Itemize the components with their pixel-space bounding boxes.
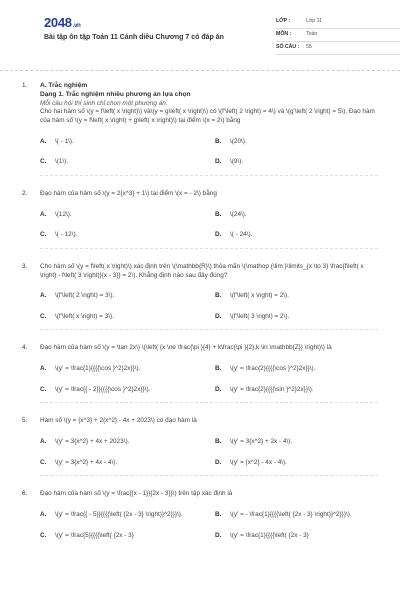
option-d[interactable] bbox=[215, 313, 378, 322]
option-c[interactable] bbox=[40, 532, 203, 541]
question-number: 5. bbox=[22, 417, 28, 425]
question-item bbox=[22, 190, 378, 249]
options-grid bbox=[40, 438, 378, 467]
section-title: A. Trắc nghiệm bbox=[40, 82, 88, 89]
option-label: A. bbox=[40, 292, 47, 300]
options-grid bbox=[40, 211, 378, 240]
logo-suffix: .vn bbox=[72, 23, 81, 29]
option-label: C. bbox=[40, 385, 47, 393]
option-label: D. bbox=[215, 385, 222, 393]
option-d[interactable] bbox=[215, 459, 378, 468]
option-label: D. bbox=[215, 231, 222, 239]
option-label: B. bbox=[215, 137, 222, 145]
option-label: A. bbox=[40, 510, 47, 518]
meta-key: SỐ CÂU : bbox=[276, 44, 300, 51]
question-stem: Cho hai hàm số \(y = f\left( x \right)\) và\(y = g\left( x \right)\) có \(f'\left( 2 \right) = 4\) và \(g'\left( 2 \right) = 5\). Đạo hàm của hàm số \(y = f\left( x \right) + g\left( x \right)\) tại điểm \(x = 2\) bằng bbox=[40, 108, 375, 125]
meta-row-class bbox=[276, 16, 400, 29]
option-text: \(y' = \frac{{ - 5}}{{{{\left( {2x - 3} \right)}^2}}}\). bbox=[55, 510, 183, 518]
option-c[interactable] bbox=[40, 313, 203, 322]
header-divider bbox=[0, 70, 400, 71]
option-b[interactable] bbox=[215, 138, 378, 147]
option-label: A. bbox=[40, 137, 47, 145]
question-item bbox=[22, 417, 378, 476]
option-label: A. bbox=[40, 210, 47, 218]
question-number: 4. bbox=[22, 344, 28, 352]
option-text: \(y' = \frac{5}{{{{\left( {2x - 3} bbox=[55, 531, 134, 539]
option-c[interactable] bbox=[40, 158, 203, 167]
question-separator bbox=[40, 329, 378, 330]
option-label: C. bbox=[40, 531, 47, 539]
options-grid bbox=[40, 138, 378, 167]
meta-value: Toán bbox=[306, 31, 318, 38]
question-item bbox=[22, 263, 378, 331]
option-label: B. bbox=[215, 510, 222, 518]
option-a[interactable] bbox=[40, 138, 203, 147]
option-text: \(1\). bbox=[55, 158, 69, 166]
option-label: D. bbox=[215, 158, 222, 166]
option-b[interactable] bbox=[215, 438, 378, 447]
option-text: \(24\). bbox=[230, 210, 247, 218]
site-logo[interactable] bbox=[44, 14, 81, 32]
option-label: B. bbox=[215, 438, 222, 446]
question-stem: Cho hàm số \(y = f\left( x \right)\) xác định trên \(\mathbb{R}\) thỏa mãn \(\mathop {\lim }\limits_{x \to 3} \frac{f\left( x \right) - f\left( 3 \right)}{x - 3}} = 2\). Khẳng định nào sau đây đúng? bbox=[40, 262, 364, 279]
option-text: \(y' = 3{x^2} + 4x + 2023\). bbox=[55, 438, 130, 446]
option-d[interactable] bbox=[215, 386, 378, 395]
question-stem: Đạo hàm của hàm số \(y = \frac{{x - 1}}{2x - 3}}\) trên tập xác định là bbox=[40, 490, 233, 498]
option-c[interactable] bbox=[40, 231, 203, 240]
meta-value: 55 bbox=[306, 44, 312, 51]
option-b[interactable] bbox=[215, 365, 378, 374]
option-text: \(12\). bbox=[55, 210, 72, 218]
section-subtitle: Dạng 1. Trắc nghiệm nhiều phương án lựa chọn bbox=[40, 90, 191, 98]
option-d[interactable] bbox=[215, 532, 378, 541]
option-a[interactable] bbox=[40, 292, 203, 301]
question-number: 3. bbox=[22, 262, 28, 270]
option-c[interactable] bbox=[40, 386, 203, 395]
option-text: \(y' = \frac{1}{{{{\cos }^2}2x}}\). bbox=[55, 365, 141, 373]
option-text: \(y' = - \frac{1}{{{{\left( {2x - 3} \right)}^2}}}\). bbox=[230, 510, 352, 518]
option-label: B. bbox=[215, 365, 222, 373]
question-item bbox=[22, 344, 378, 403]
option-label: D. bbox=[215, 312, 222, 320]
question-separator bbox=[40, 402, 378, 403]
option-text: \(9\). bbox=[230, 158, 244, 166]
question-number: 6. bbox=[22, 490, 28, 498]
meta-value: Lớp 11 bbox=[306, 18, 322, 25]
document-header bbox=[22, 0, 378, 68]
option-label: C. bbox=[40, 312, 47, 320]
option-text: \( - 12\). bbox=[55, 231, 78, 239]
instruction-text: Mỗi câu hỏi thí sinh chỉ chọn một phương án. bbox=[40, 99, 168, 107]
meta-table bbox=[276, 16, 400, 55]
options-grid bbox=[40, 511, 378, 540]
question-separator bbox=[40, 475, 378, 476]
option-text: \(y' = {x^2} - 4x - 4\). bbox=[230, 458, 287, 466]
option-label: C. bbox=[40, 231, 47, 239]
option-d[interactable] bbox=[215, 158, 378, 167]
question-stem: Đạo hàm của hàm số \(y = \tan 2x\) \(\left( {x \ne \frac{\pi }{4} + k\frac{\pi }{2},k \in \mathbb{Z}} \right)\) là bbox=[40, 344, 332, 352]
option-label: D. bbox=[215, 458, 222, 466]
option-text: \(f'\left( x \right) = 2\). bbox=[230, 292, 289, 300]
option-label: B. bbox=[215, 210, 222, 218]
question-separator bbox=[40, 248, 378, 249]
question-separator bbox=[40, 175, 378, 176]
option-label: A. bbox=[40, 365, 47, 373]
option-text: \(y' = \frac{2}{{{{\sin }^2}2x}}\). bbox=[230, 385, 314, 393]
option-text: \(y' = 3{x^2} + 4x - 4\). bbox=[55, 458, 118, 466]
option-text: \(f'\left( 3 \right) = 2\). bbox=[230, 312, 290, 320]
option-b[interactable] bbox=[215, 211, 378, 220]
question-stem: Hàm số \(y = {x^3} + 2{x^2} - 4x + 2023\) có đạo hàm là bbox=[40, 417, 197, 425]
option-label: A. bbox=[40, 438, 47, 446]
option-a[interactable] bbox=[40, 211, 203, 220]
question-number: 2. bbox=[22, 189, 28, 197]
option-text: \(y' = \frac{1}{{{{\left( {2x - 3} bbox=[230, 531, 309, 539]
meta-row-subject bbox=[276, 29, 400, 42]
option-c[interactable] bbox=[40, 459, 203, 468]
question-list bbox=[22, 82, 378, 554]
option-a[interactable] bbox=[40, 438, 203, 447]
document-title: Bài tập ôn tập Toán 11 Cánh diều Chương 7 có đáp án bbox=[44, 34, 224, 41]
option-text: \(y' = \frac{{ - 2}}{{{{\cos }^2}2x}}\). bbox=[55, 385, 151, 393]
question-number: 1. bbox=[22, 82, 28, 89]
option-text: \(20\). bbox=[230, 137, 247, 145]
option-d[interactable] bbox=[215, 231, 378, 240]
meta-row-count bbox=[276, 42, 400, 55]
question-stem: Đạo hàm của hàm số \(y = 2{x^3} + 1\) tại điểm \(x = - 2\) bằng bbox=[40, 189, 217, 197]
options-grid bbox=[40, 292, 378, 321]
option-a[interactable] bbox=[40, 365, 203, 374]
options-grid bbox=[40, 365, 378, 394]
question-item bbox=[22, 82, 378, 176]
option-label: C. bbox=[40, 458, 47, 466]
option-text: \(f'\left( x \right) = 3\). bbox=[55, 312, 114, 320]
meta-key: MÔN : bbox=[276, 31, 292, 38]
meta-key: LỚP : bbox=[276, 18, 291, 25]
question-item bbox=[22, 490, 378, 540]
logo-text: 2048 bbox=[44, 15, 72, 30]
option-label: D. bbox=[215, 531, 222, 539]
option-b[interactable] bbox=[215, 511, 378, 520]
option-a[interactable] bbox=[40, 511, 203, 520]
option-text: \(y' = \frac{2}{{{{\cos }^2}2x}}\). bbox=[230, 365, 316, 373]
option-text: \( - 24\). bbox=[230, 231, 253, 239]
option-label: C. bbox=[40, 158, 47, 166]
option-text: \(f'\left( 2 \right) = 3\). bbox=[55, 292, 115, 300]
option-text: \(y' = 3{x^2} + 2x - 4\). bbox=[230, 438, 293, 446]
option-text: \( - 1\). bbox=[55, 137, 74, 145]
option-b[interactable] bbox=[215, 292, 378, 301]
option-label: B. bbox=[215, 292, 222, 300]
